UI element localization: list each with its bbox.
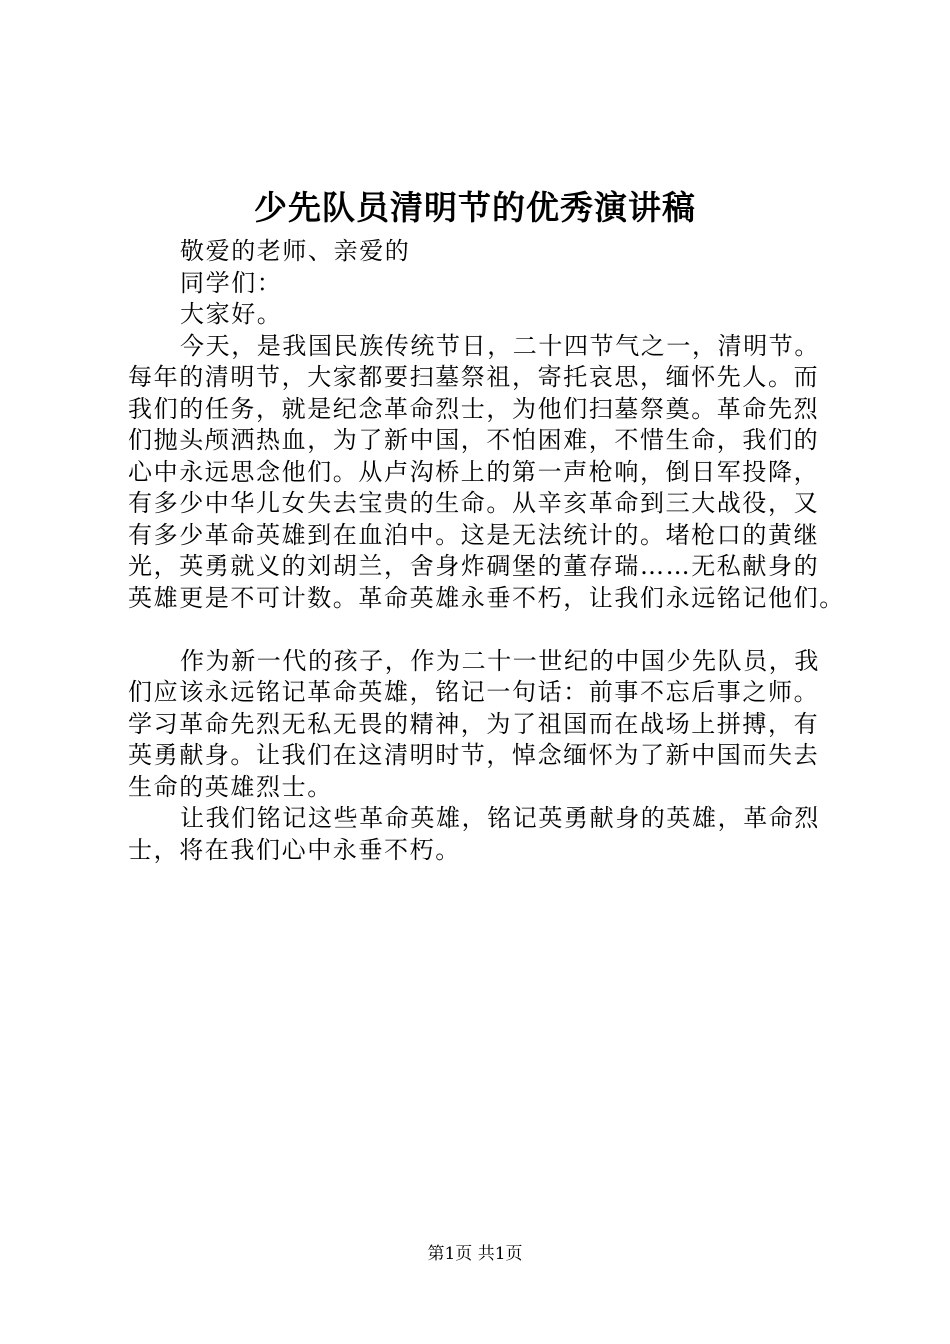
text-line: 心中永远思念他们。从卢沟桥上的第一声枪响，倒日军投降， [128,457,820,486]
text-line: 让我们铭记这些革命英雄，铭记英勇献身的英雄，革命烈 [180,804,820,832]
text-line: 大家好。 [180,300,283,328]
paragraph-gap [128,614,848,646]
text-line: 有多少中华儿女失去宝贵的生命。从辛亥革命到三大战役，又 [128,489,820,517]
text-line: 英雄更是不可计数。革命英雄永垂不朽，让我们永远铭记他们。 [128,583,845,612]
text-line: 们应该永远铭记革命英雄，铭记一句话：前事不忘后事之师。 [128,678,820,706]
text-line: 光，英勇就义的刘胡兰，舍身炸碉堡的董存瑞……无私献身的 [128,552,820,580]
text-line: 今天，是我国民族传统节日，二十四节气之一，清明节。 [180,331,820,360]
text-line: 英勇献身。让我们在这清明时节，悼念缅怀为了新中国而失去 [128,741,820,769]
text-line: 同学们： [180,268,283,297]
document-title: 少先队员清明节的优秀演讲稿 [254,188,696,227]
text-line: 敬爱的老师、亲爱的 [180,237,411,265]
text-line: 每年的清明节，大家都要扫墓祭祖，寄托哀思，缅怀先人。而 [128,363,820,391]
document-body [128,236,848,866]
text-line: 生命的英雄烈士。 [128,772,333,801]
page-footer: 第1页 共1页 [427,1244,523,1264]
text-line: 们抛头颅洒热血，为了新中国，不怕困难，不惜生命，我们的 [128,426,820,454]
text-line: 我们的任务，就是纪念革命烈士，为他们扫墓祭奠。革命先烈 [128,394,820,423]
text-line: 学习革命先烈无私无畏的精神，为了祖国而在战场上拼搏，有 [128,709,820,738]
text-line: 士，将在我们心中永垂不朽。 [128,835,461,864]
text-line: 有多少革命英雄到在血泊中。这是无法统计的。堵枪口的黄继 [128,520,820,549]
text-line: 作为新一代的孩子，作为二十一世纪的中国少先队员，我 [180,646,820,675]
